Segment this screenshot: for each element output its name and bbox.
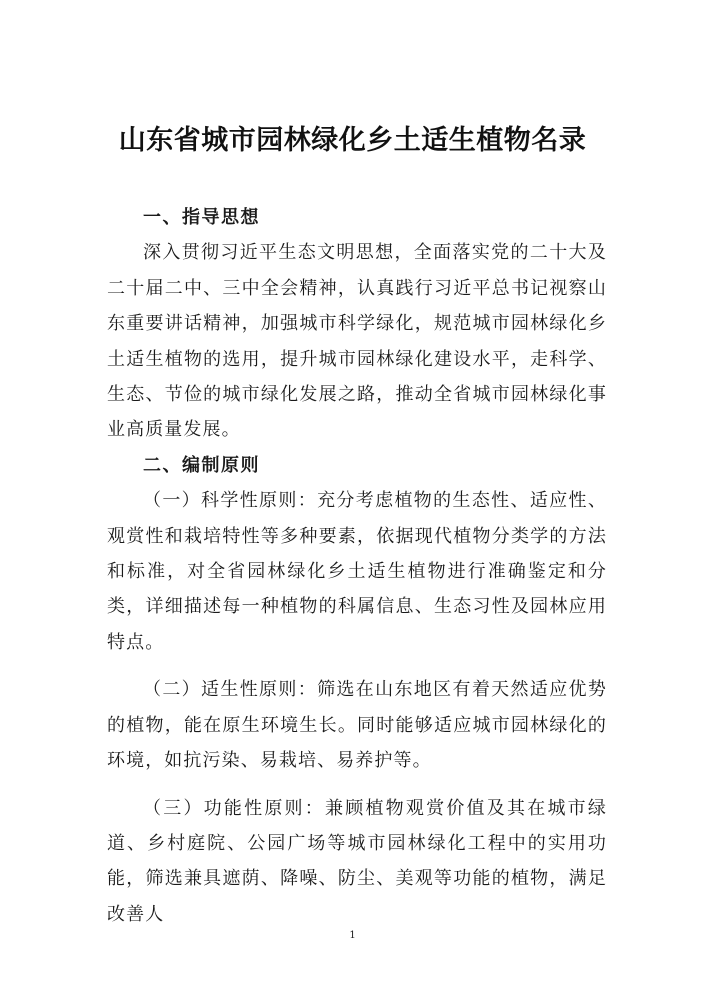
section-heading-guiding-ideology: 一、指导思想 (143, 207, 260, 228)
section-heading-compilation-principles: 二、编制原则 (143, 454, 260, 476)
paragraph-functionality-principle: （三）功能性原则：兼顾植物观赏价值及其在城市绿道、乡村庭院、公园广场等城市园林绿化工程中的实用功能，筛选兼具遮荫、降噪、防尘、美观等功能的植物，满足改善人 (107, 797, 607, 925)
document-title: 山东省城市园林绿化乡土适生植物名录 (118, 125, 587, 156)
document-body (107, 200, 607, 932)
paragraph-adaptability-principle: （二）适生性原则：筛选在山东地区有着天然适应优势的植物，能在原生环境生长。同时能够适应城市园林绿化的环境，如抗污染、易栽培、易养护等。 (107, 679, 607, 772)
page-number: 1 (349, 930, 356, 941)
paragraph-scientific-principle: （一）科学性原则：充分考虑植物的生态性、适应性、观赏性和栽培特性等多种要素，依据现代植物分类学的方法和标准，对全省园林绿化乡土适生植物进行准确鉴定和分类，详细描述每一种植物的科属信息、生态习性及园林应用特点。 (107, 490, 607, 653)
paragraph-guiding-ideology: 深入贯彻习近平生态文明思想，全面落实党的二十大及二十届二中、三中全会精神，认真践行习近平总书记视察山东重要讲话精神，加强城市科学绿化，规范城市园林绿化乡土适生植物的选用，提升城市园林绿化建设水平，走科学、生态、节俭的城市绿化发展之路，推动全省城市园林绿化事业高质量发展。 (107, 242, 607, 441)
